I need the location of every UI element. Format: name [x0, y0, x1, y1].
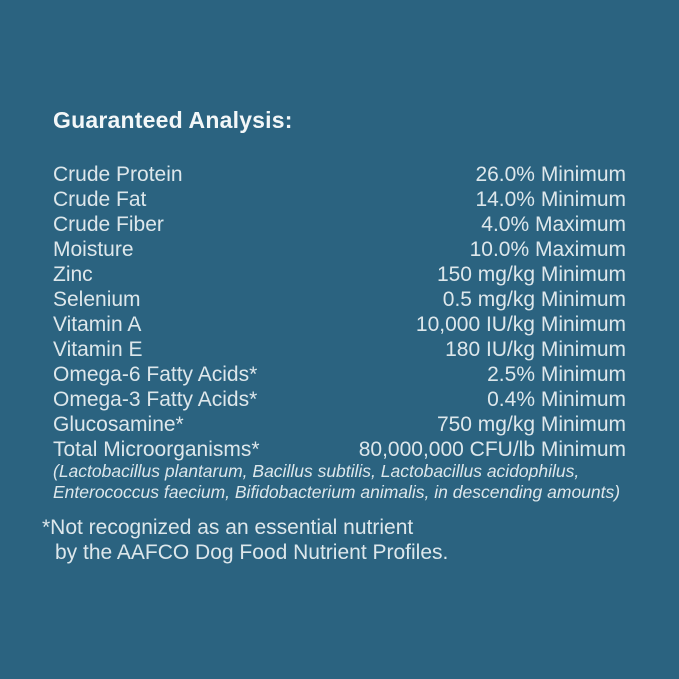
nutrient-value: 180 IU/kg Minimum	[445, 338, 626, 361]
nutrient-label: Glucosamine*	[53, 413, 184, 436]
aafco-footnote-line2: by the AAFCO Dog Food Nutrient Profiles.	[55, 541, 449, 564]
nutrient-value: 4.0% Maximum	[481, 213, 626, 236]
aafco-footnote	[42, 515, 642, 565]
analysis-row	[53, 287, 626, 312]
nutrient-label: Crude Protein	[53, 163, 183, 186]
analysis-row	[53, 187, 626, 212]
analysis-row	[53, 162, 626, 187]
analysis-row	[53, 262, 626, 287]
nutrient-label: Crude Fat	[53, 188, 147, 211]
nutrient-label: Omega-6 Fatty Acids*	[53, 363, 258, 386]
nutrient-value: 150 mg/kg Minimum	[436, 263, 626, 286]
analysis-row	[53, 387, 626, 412]
nutrient-label: Selenium	[53, 288, 141, 311]
analysis-row	[53, 412, 626, 437]
aafco-footnote-line1: *Not recognized as an essential nutrient	[42, 516, 414, 539]
nutrient-value: 750 mg/kg Minimum	[436, 413, 626, 436]
nutrient-value: 0.4% Minimum	[487, 388, 626, 411]
nutrient-label: Moisture	[53, 238, 134, 261]
nutrient-value: 26.0% Minimum	[475, 163, 626, 186]
nutrient-label: Vitamin E	[53, 338, 143, 361]
analysis-row	[53, 337, 626, 362]
analysis-row	[53, 212, 626, 237]
analysis-table	[53, 162, 626, 462]
analysis-row	[53, 437, 626, 462]
nutrient-value: 80,000,000 CFU/lb Minimum	[358, 438, 626, 461]
nutrient-value: 10,000 IU/kg Minimum	[415, 313, 626, 336]
analysis-row	[53, 312, 626, 337]
microorganisms-detail	[53, 461, 653, 503]
analysis-row	[53, 362, 626, 387]
microorganisms-detail-line1: (Lactobacillus plantarum, Bacillus subtilis, Lactobacillus acidophilus,	[53, 461, 580, 481]
nutrient-label: Zinc	[53, 263, 93, 286]
nutrient-label: Total Microorganisms*	[53, 438, 260, 461]
nutrient-label: Omega-3 Fatty Acids*	[53, 388, 258, 411]
nutrient-value: 2.5% Minimum	[487, 363, 626, 386]
panel-title: Guaranteed Analysis:	[53, 107, 293, 133]
nutrient-value: 10.0% Maximum	[469, 238, 626, 261]
nutrient-value: 0.5 mg/kg Minimum	[442, 288, 626, 311]
nutrient-label: Crude Fiber	[53, 213, 164, 236]
nutrient-value: 14.0% Minimum	[475, 188, 626, 211]
nutrient-label: Vitamin A	[53, 313, 142, 336]
microorganisms-detail-line2: Enterococcus faecium, Bifidobacterium animalis, in descending amounts)	[53, 482, 621, 502]
analysis-row	[53, 237, 626, 262]
